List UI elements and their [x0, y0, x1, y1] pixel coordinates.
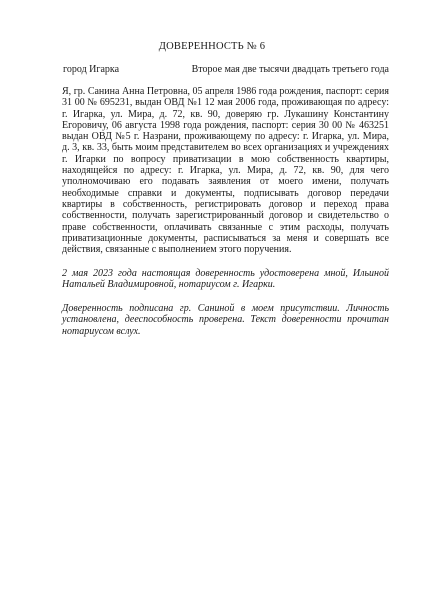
power-of-attorney-body: Я, гр. Санина Анна Петровна, 05 апреля 1986 года рождения, паспорт: серия 31 00 № 695231, выдан ОВД №1 12 мая 2006 года, проживающая по адресу: г. Игарка, ул. Мира, д. 72, кв. 90, доверяю гр. Лукашину Константину Егоровичу, 06 августа 1998 года рождения, паспорт: серия 30 00 № 463251 выдан ОВД №5 г. Назрани, проживающему по адресу: г. Игарка, ул. Мира, д. 3, кв. 33, быть моим представителем во всех организациях и учреждениях г. Игарки по вопросу приватизации в мою собственность квартиры, находящейся по адресу: г. Игарка, ул. Мира, д. 72, кв. 90, для чего уполномочиваю его подавать заявления от моего имени, получать необходимые справки и документы, подписывать договор передачи квартиры в собственность, регистрировать договор и переход права собственности, получать зарегистрированный договор и свидетельство о праве собственности, оплачивать связанные с этим расходы, получать приватизационные документы, расписываться за меня и совершать все действия, связанные с выполнением этого поручения. — [62, 86, 389, 256]
notary-statement: Доверенность подписана гр. Саниной в моем присутствии. Личность установлена, дееспособность проверена. Текст доверенности прочитан нотариусом вслух. — [62, 303, 389, 337]
document-title: ДОВЕРЕННОСТЬ № 6 — [158, 41, 266, 52]
city-label: город Игарка — [63, 64, 120, 75]
date-text: Второе мая две тысячи двадцать третьего года — [191, 64, 389, 75]
notary-certification: 2 мая 2023 года настоящая доверенность удостоверена мной, Ильиной Натальей Владимировной, нотариусом г. Игарки. — [62, 268, 389, 291]
